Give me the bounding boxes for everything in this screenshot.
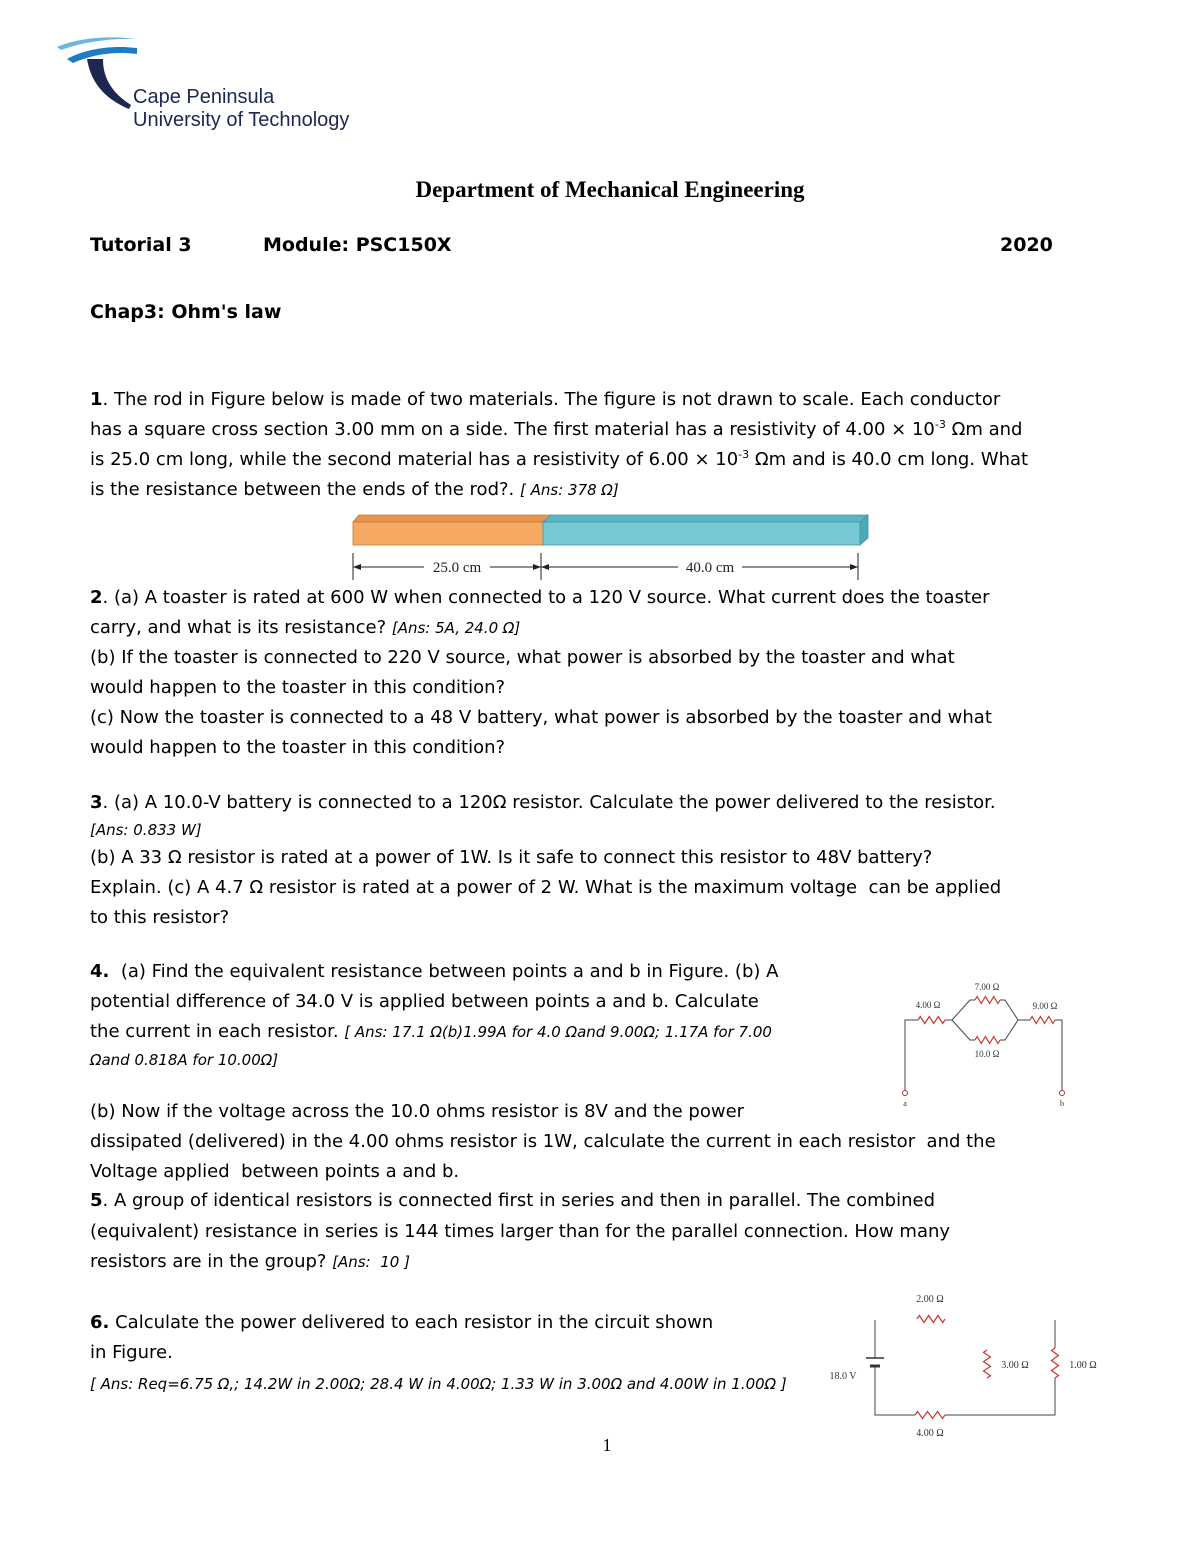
q4-part-b-line-2: dissipated (delivered) in the 4.00 ohms resistor is 1W, calculate the current in each resistor and the <box>90 1131 996 1152</box>
q4-line-3 <box>90 1017 772 1047</box>
q6-resistor-right <box>1052 1348 1059 1378</box>
q3-number: 3 <box>90 792 103 813</box>
q4-line-1 <box>90 957 778 987</box>
q1-line-3 <box>90 445 1028 475</box>
q1-line-2-exponent: -3 <box>934 418 946 431</box>
q6-label-r-bottom: 4.00 Ω <box>916 1428 944 1439</box>
q1-line-2 <box>90 415 1022 445</box>
q4-circuit-figure <box>895 975 1075 1115</box>
q2-line-5: (c) Now the toaster is connected to a 48 V battery, what power is absorbed by the toaster and what <box>90 707 992 728</box>
q1-line-2-text: has a square cross section 3.00 mm on a side. The first material has a resistivity of 4.00 × 10 <box>90 419 935 440</box>
q4-label-r-top: 7.00 Ω <box>974 982 1000 992</box>
module-label: Module: PSC150X <box>263 234 452 256</box>
rod-material-2-top <box>543 515 868 522</box>
q1-answer: [ Ans: 378 Ω] <box>520 481 619 499</box>
q4-label-r-bottom: 10.0 Ω <box>974 1049 1000 1059</box>
department-title: Department of Mechanical Engineering <box>415 177 805 202</box>
q4-label-point-b: b <box>1060 1099 1064 1108</box>
q6-resistor-top <box>917 1316 945 1323</box>
q4-answer-1: [ Ans: 17.1 Ω(b)1.99A for 4.0 Ωand 9.00Ω; 1.17A for 7.00 <box>344 1023 772 1041</box>
q4-resistor-bottom <box>975 1037 1000 1044</box>
q4-part-b-line-1: (b) Now if the voltage across the 10.0 ohms resistor is 8V and the power <box>90 1101 745 1122</box>
logo-emblem-icon <box>55 35 140 115</box>
rod-length-label-2: 40.0 cm <box>685 560 735 576</box>
q4-resistor-right <box>1030 1017 1055 1024</box>
q4-line-4 <box>90 1045 278 1075</box>
q3-line-1-text: . (a) A 10.0-V battery is connected to a 120Ω resistor. Calculate the power delivered to the resistor. <box>102 792 996 813</box>
q4-label-r-right: 9.00 Ω <box>1032 1001 1058 1011</box>
q4-label-r-left: 4.00 Ω <box>915 1000 941 1010</box>
rod-material-1 <box>353 522 543 545</box>
q4-number: 4. <box>90 961 110 982</box>
q2-line-1 <box>90 583 990 613</box>
q2-line-4: would happen to the toaster in this condition? <box>90 677 506 698</box>
year-label: 2020 <box>1000 234 1053 256</box>
q2-number: 2 <box>90 587 103 608</box>
q6-circuit-figure <box>815 1288 1115 1440</box>
q2-line-2-text: carry, and what is its resistance? <box>90 617 392 638</box>
q6-number: 6. <box>90 1312 110 1333</box>
q6-label-r-middle: 3.00 Ω <box>1001 1360 1029 1371</box>
page-number: 1 <box>602 1435 612 1455</box>
tutorial-label: Tutorial 3 <box>90 234 192 256</box>
q5-line-2: (equivalent) resistance in series is 144 times larger than for the parallel connection. How many <box>90 1221 951 1242</box>
q3-line-4: Explain. (c) A 4.7 Ω resistor is rated at a power of 2 W. What is the maximum voltage can be applied <box>90 877 1002 898</box>
q5-line-3-text: resistors are in the group? <box>90 1251 333 1272</box>
q3-line-5: to this resistor? <box>90 907 230 928</box>
q5-line-1-text: . A group of identical resistors is connected first in series and then in parallel. The combined <box>102 1190 936 1211</box>
q4-line-2: potential difference of 34.0 V is applied between points a and b. Calculate <box>90 991 759 1012</box>
q2-line-6: would happen to the toaster in this condition? <box>90 737 506 758</box>
logo-line-2: University of Technology <box>133 109 350 131</box>
q3-answer: [Ans: 0.833 W] <box>90 821 202 839</box>
q5-line-1 <box>90 1186 935 1216</box>
q2-answer: [Ans: 5A, 24.0 Ω] <box>391 619 521 637</box>
q4-resistor-left <box>918 1017 945 1024</box>
q4-answer-2: Ωand 0.818A for 10.00Ω] <box>90 1051 279 1069</box>
q4-wires <box>905 1000 1062 1090</box>
q6-line-1 <box>90 1308 713 1338</box>
q6-label-r-right: 1.00 Ω <box>1069 1360 1097 1371</box>
q4-label-point-a: a <box>903 1099 907 1108</box>
q3-line-2 <box>90 815 202 845</box>
rod-material-1-top <box>353 515 551 522</box>
q5-answer: [Ans: 10 ] <box>332 1253 410 1271</box>
q6-line-1-text: Calculate the power delivered to each resistor in the circuit shown <box>109 1312 714 1333</box>
chapter-title: Chap3: Ohm's law <box>90 301 282 323</box>
q6-answer: [ Ans: Req=6.75 Ω,; 14.2W in 2.00Ω; 28.4 W in 4.00Ω; 1.33 W in 3.00Ω and 4.00W in 1.00Ω ] <box>90 1375 787 1393</box>
q1-line-4-text: is the resistance between the ends of the rod?. <box>90 479 520 500</box>
q3-line-3: (b) A 33 Ω resistor is rated at a power of 1W. Is it safe to connect this resistor to 48V battery? <box>90 847 933 868</box>
q6-label-battery: 18.0 V <box>829 1371 857 1382</box>
q1-line-3-end: Ωm and is 40.0 cm long. What <box>749 449 1029 470</box>
q3-line-1 <box>90 788 996 818</box>
dimension-lines <box>353 553 858 580</box>
q1-line-4 <box>90 475 619 505</box>
q6-battery-icon <box>866 1358 884 1366</box>
rod-material-2 <box>543 522 860 545</box>
q2-line-1-text: . (a) A toaster is rated at 600 W when connected to a 120 V source. What current does the toaster <box>102 587 990 608</box>
q6-line-3 <box>90 1369 787 1399</box>
q1-line-3-text: is 25.0 cm long, while the second material has a resistivity of 6.00 × 10 <box>90 449 739 470</box>
q5-line-3 <box>90 1247 410 1277</box>
q6-line-2: in Figure. <box>90 1342 173 1363</box>
q1-line-1 <box>90 385 1000 415</box>
q4-terminal-a <box>903 1091 908 1096</box>
rod-figure <box>340 506 880 588</box>
q6-resistor-bottom <box>915 1412 945 1419</box>
q1-line-2-end: Ωm and <box>945 419 1023 440</box>
q1-line-3-exponent: -3 <box>738 448 750 461</box>
q6-resistor-middle <box>984 1350 991 1378</box>
q4-line-1-text: (a) Find the equivalent resistance between points a and b in Figure. (b) A <box>109 961 779 982</box>
q1-number: 1 <box>90 389 103 410</box>
q2-line-3: (b) If the toaster is connected to 220 V source, what power is absorbed by the toaster and what <box>90 647 955 668</box>
q6-resistors <box>915 1316 1059 1419</box>
q4-resistor-top <box>975 997 1000 1004</box>
logo-line-1: Cape Peninsula <box>133 86 275 108</box>
q1-line-1-text: . The rod in Figure below is made of two materials. The figure is not drawn to scale. Each conductor <box>102 389 1001 410</box>
q5-number: 5 <box>90 1190 103 1211</box>
q4-part-b-line-3: Voltage applied between points a and b. <box>90 1161 460 1182</box>
q2-line-2 <box>90 613 520 643</box>
q6-label-r-top: 2.00 Ω <box>916 1294 944 1305</box>
rod-length-label-1: 25.0 cm <box>432 560 482 576</box>
q4-terminal-b <box>1060 1091 1065 1096</box>
logo-hook-navy <box>87 59 131 109</box>
q4-line-3-text: the current in each resistor. <box>90 1021 345 1042</box>
